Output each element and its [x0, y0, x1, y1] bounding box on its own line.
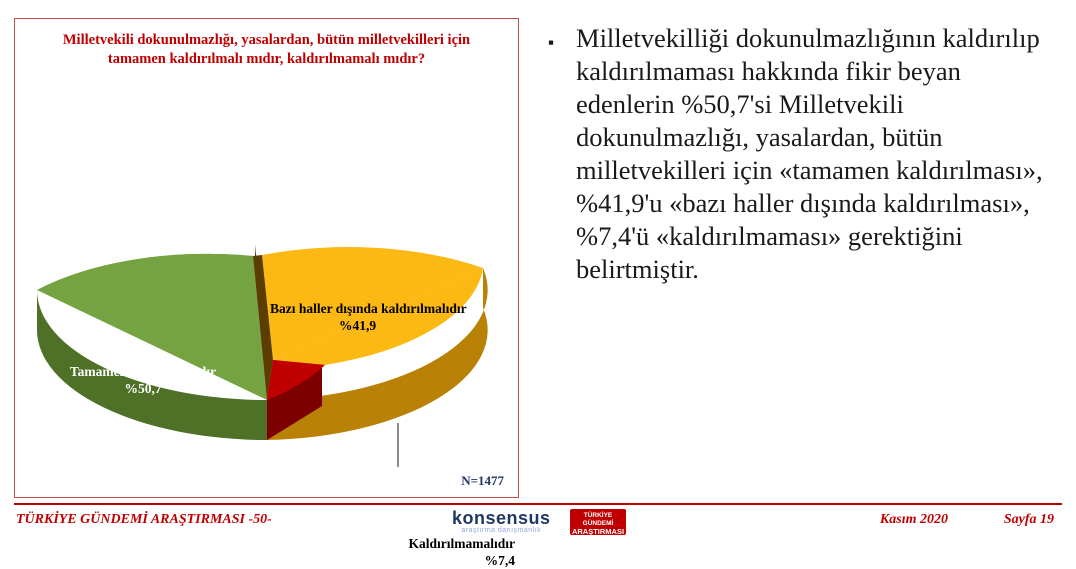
chart-title: Milletvekili dokunulmazlığı, yasalardan, bütün milletvekilleri için tamamen kaldırılmalı mıdır, kaldırılmamalı mıdır?	[62, 32, 471, 67]
konsensus-logo-main: konsensus	[452, 508, 551, 528]
pie-label-tamamen-name: Tamamen kaldırılmalıdır	[69, 364, 217, 379]
footer-date: Kasım 2020	[879, 512, 948, 527]
konsensus-logo	[452, 508, 551, 534]
footer-page-number: Sayfa 19	[1003, 512, 1054, 527]
pie-label-kaldirilmamali-name: Kaldırılmamalıdır	[408, 536, 515, 551]
pie-chart-svg	[15, 115, 520, 475]
body-text-block	[548, 22, 1064, 286]
footer-divider	[14, 503, 1062, 505]
pie-label-tamamen	[63, 363, 223, 397]
study-badge-line1: TÜRKİYE GÜNDEMİ	[582, 512, 614, 527]
study-badge-icon	[570, 509, 626, 535]
study-badge-line2: ARAŞTIRMASI	[571, 527, 625, 536]
konsensus-logo-sub: araştırma danışmanlık	[461, 527, 542, 534]
pie-label-tamamen-value: %50,7	[124, 381, 162, 396]
body-paragraph: Milletvekilliği dokunulmazlığının kaldırılıp kaldırılmaması hakkında fikir beyan edenlerin %50,7'si Milletvekili dokunulmazlığı, yasalardan, bütün milletvekilleri için «tamamen kaldırılması», %41,9'u «bazı haller dışında kaldırılması», %7,4'ü «kaldırılmaması» gerektiğini belirtmiştir.	[576, 23, 1043, 284]
pie-label-bazi-name: Bazı haller dışında kaldırılmalıdır	[270, 301, 467, 316]
pie-label-kaldirilmamali	[335, 535, 515, 569]
pie-label-bazi-value: %41,9	[338, 318, 377, 333]
pie-label-kaldirilmamali-value: %7,4	[484, 553, 515, 568]
sample-size-annotation: N=1477	[461, 473, 504, 488]
footer-study-title: TÜRKİYE GÜNDEMİ ARAŞTIRMASI -50-	[16, 512, 272, 527]
pie-label-bazi	[270, 300, 467, 334]
bullet-icon: ▪	[548, 33, 555, 52]
